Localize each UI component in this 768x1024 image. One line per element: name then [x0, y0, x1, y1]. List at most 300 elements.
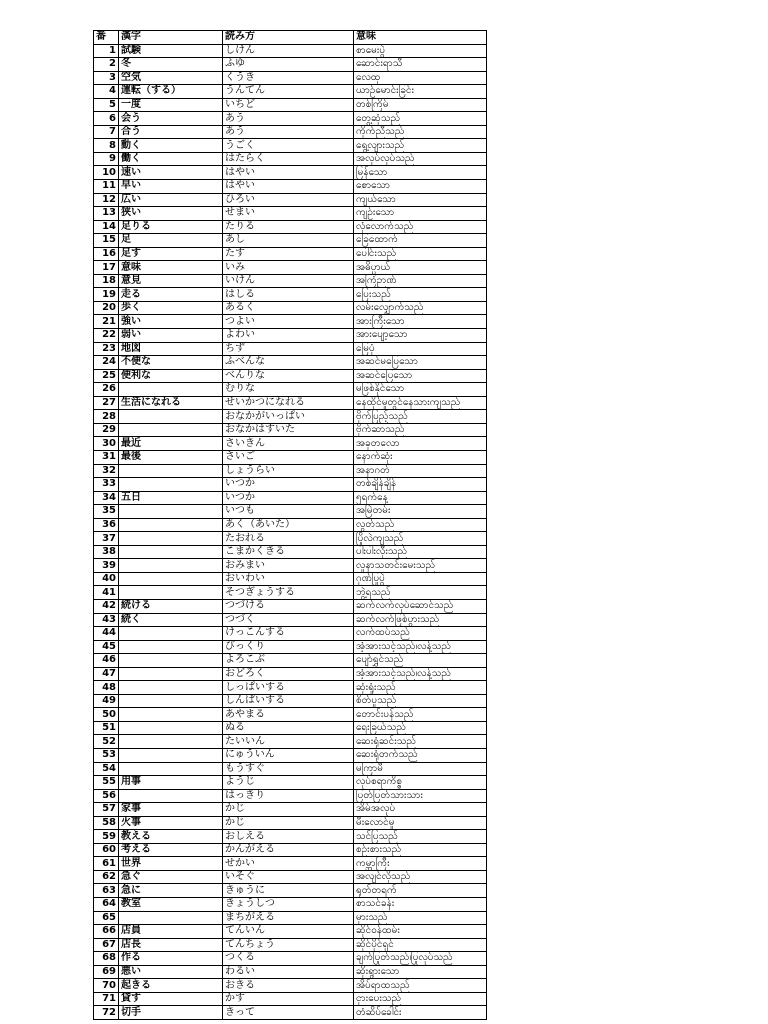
row-number: 13: [94, 207, 119, 221]
row-meaning: အဆင်မပြေသော: [354, 356, 487, 370]
row-number: 16: [94, 247, 119, 261]
row-reading: あし: [223, 234, 354, 248]
row-kanji: 生活になれる: [119, 396, 223, 410]
table-row: [94, 247, 487, 261]
row-number: 40: [94, 572, 119, 586]
row-reading: おしえる: [223, 830, 354, 844]
table-row: [94, 58, 487, 72]
table-row: [94, 613, 487, 627]
row-reading: つづく: [223, 613, 354, 627]
row-reading: たいいん: [223, 735, 354, 749]
row-reading: はしる: [223, 288, 354, 302]
table-row: [94, 545, 487, 559]
row-meaning: လမ်းလျှောက်သည်: [354, 301, 487, 315]
header-number: 番: [94, 31, 119, 45]
table-row: [94, 898, 487, 912]
table-row: [94, 559, 487, 573]
row-kanji: [119, 410, 223, 424]
row-kanji: 教室: [119, 898, 223, 912]
row-reading: つくる: [223, 952, 354, 966]
row-kanji: 広い: [119, 193, 223, 207]
row-reading: つづける: [223, 599, 354, 613]
row-number: 38: [94, 545, 119, 559]
table-row: [94, 396, 487, 410]
table-row: [94, 437, 487, 451]
row-reading: さいご: [223, 450, 354, 464]
row-number: 24: [94, 356, 119, 370]
row-meaning: ရေးခြယ်သည်: [354, 721, 487, 735]
row-meaning: ပါးပါးလှီးသည်: [354, 545, 487, 559]
row-number: 3: [94, 71, 119, 85]
row-reading: あく（あいた）: [223, 518, 354, 532]
row-reading: さいきん: [223, 437, 354, 451]
table-row: [94, 274, 487, 288]
row-meaning: တောင်းပန်သည်: [354, 708, 487, 722]
row-meaning: ပျော်ရွှင်သည်: [354, 654, 487, 668]
row-number: 6: [94, 112, 119, 126]
row-number: 54: [94, 762, 119, 776]
row-meaning: လုံလောက်သည်: [354, 220, 487, 234]
row-meaning: အမြဲတမ်း: [354, 505, 487, 519]
row-number: 30: [94, 437, 119, 451]
row-meaning: အံ့အားသင့်သည်၊လန့်သည်: [354, 640, 487, 654]
table-row: [94, 599, 487, 613]
row-meaning: လေထု: [354, 71, 487, 85]
table-row: [94, 369, 487, 383]
row-number: 31: [94, 450, 119, 464]
row-meaning: ပြတ်ပြတ်သားသား: [354, 789, 487, 803]
table-row: [94, 532, 487, 546]
table-row: [94, 938, 487, 952]
row-reading: くうき: [223, 71, 354, 85]
row-kanji: 店長: [119, 938, 223, 952]
row-kanji: [119, 762, 223, 776]
row-kanji: 不便な: [119, 356, 223, 370]
row-number: 14: [94, 220, 119, 234]
row-meaning: စဉ်းစားသည်: [354, 843, 487, 857]
row-kanji: 動く: [119, 139, 223, 153]
row-meaning: ဆုံးရှုံးသည်: [354, 681, 487, 695]
row-reading: しけん: [223, 44, 354, 58]
row-kanji: 意味: [119, 261, 223, 275]
table-row: [94, 979, 487, 993]
row-meaning: တစ်ချိန်ချိန်: [354, 478, 487, 492]
row-reading: おなかはすいた: [223, 423, 354, 437]
row-kanji: 最後: [119, 450, 223, 464]
table-row: [94, 261, 487, 275]
row-reading: せいかつになれる: [223, 396, 354, 410]
row-reading: しんぱいする: [223, 694, 354, 708]
table-row: [94, 952, 487, 966]
table-row: [94, 518, 487, 532]
row-meaning: ဂုဏ်ပြုပွဲ: [354, 572, 487, 586]
row-meaning: ဗိုက်ပြည့်သည်: [354, 410, 487, 424]
row-kanji: [119, 383, 223, 397]
row-meaning: လွတ်သည်: [354, 518, 487, 532]
header-reading: 読み方: [223, 31, 354, 45]
row-number: 2: [94, 58, 119, 72]
row-kanji: 貸す: [119, 992, 223, 1006]
row-meaning: အိမ်အလုပ်: [354, 803, 487, 817]
row-kanji: 家事: [119, 803, 223, 817]
row-reading: まちがえる: [223, 911, 354, 925]
row-reading: よわい: [223, 329, 354, 343]
row-reading: あるく: [223, 301, 354, 315]
row-meaning: သင်ပြသည်: [354, 830, 487, 844]
row-number: 41: [94, 586, 119, 600]
row-meaning: ဆိုးရွားသော: [354, 965, 487, 979]
row-meaning: စောသော: [354, 180, 487, 194]
row-kanji: 急ぐ: [119, 870, 223, 884]
row-kanji: 一度: [119, 98, 223, 112]
row-number: 60: [94, 843, 119, 857]
row-reading: せまい: [223, 207, 354, 221]
row-number: 28: [94, 410, 119, 424]
row-number: 8: [94, 139, 119, 153]
row-reading: かす: [223, 992, 354, 1006]
table-row: [94, 586, 487, 600]
row-number: 35: [94, 505, 119, 519]
row-number: 18: [94, 274, 119, 288]
row-kanji: 世界: [119, 857, 223, 871]
table-row: [94, 342, 487, 356]
row-number: 47: [94, 667, 119, 681]
row-number: 57: [94, 803, 119, 817]
table-row: [94, 830, 487, 844]
table-row: [94, 193, 487, 207]
row-number: 65: [94, 911, 119, 925]
row-kanji: 続ける: [119, 599, 223, 613]
row-meaning: အခုတလော: [354, 437, 487, 451]
row-meaning: ဆက်လက်ဖြစ်ပွားသည်: [354, 613, 487, 627]
table-row: [94, 789, 487, 803]
row-number: 12: [94, 193, 119, 207]
row-number: 29: [94, 423, 119, 437]
table-row: [94, 450, 487, 464]
row-reading: しょうらい: [223, 464, 354, 478]
row-meaning: မဖြစ်နိုင်သော: [354, 383, 487, 397]
table-row: [94, 762, 487, 776]
row-kanji: 切手: [119, 1006, 223, 1020]
table-row: [94, 681, 487, 695]
row-kanji: 続く: [119, 613, 223, 627]
row-number: 66: [94, 925, 119, 939]
row-meaning: အိပ်ရာထသည်: [354, 979, 487, 993]
row-meaning: အလုပ်လုပ်သည်: [354, 152, 487, 166]
row-number: 59: [94, 830, 119, 844]
row-number: 33: [94, 478, 119, 492]
row-reading: べんりな: [223, 369, 354, 383]
table-row: [94, 464, 487, 478]
row-number: 42: [94, 599, 119, 613]
table-row: [94, 640, 487, 654]
row-meaning: စိတ်ပူသည်: [354, 694, 487, 708]
row-meaning: ဆိုင်ဝန်ထမ်း: [354, 925, 487, 939]
table-row: [94, 478, 487, 492]
row-reading: はやい: [223, 166, 354, 180]
row-number: 55: [94, 776, 119, 790]
row-number: 15: [94, 234, 119, 248]
row-meaning: ၅ရက်နေ့: [354, 491, 487, 505]
row-kanji: [119, 654, 223, 668]
row-meaning: ခြေထောက်: [354, 234, 487, 248]
row-kanji: [119, 708, 223, 722]
row-kanji: 早い: [119, 180, 223, 194]
row-kanji: 起きる: [119, 979, 223, 993]
row-reading: きゅうに: [223, 884, 354, 898]
row-reading: きって: [223, 1006, 354, 1020]
row-meaning: နောက်ဆုံး: [354, 450, 487, 464]
table-row: [94, 843, 487, 857]
row-kanji: 作る: [119, 952, 223, 966]
row-number: 19: [94, 288, 119, 302]
row-number: 21: [94, 315, 119, 329]
row-meaning: မှားသည်: [354, 911, 487, 925]
table-row: [94, 721, 487, 735]
table-row: [94, 166, 487, 180]
row-reading: びっくり: [223, 640, 354, 654]
row-kanji: 走る: [119, 288, 223, 302]
row-meaning: ကျယ်သော: [354, 193, 487, 207]
table-row: [94, 125, 487, 139]
row-reading: かじ: [223, 803, 354, 817]
row-meaning: ငှားပေးသည်: [354, 992, 487, 1006]
row-reading: ようじ: [223, 776, 354, 790]
row-kanji: [119, 423, 223, 437]
header-kanji: 漢字: [119, 31, 223, 45]
table-row: [94, 1006, 487, 1020]
vocabulary-table: [93, 30, 487, 1020]
row-meaning: ရုတ်တရက်: [354, 884, 487, 898]
row-reading: いつか: [223, 491, 354, 505]
row-meaning: ကျဉ်းသော: [354, 207, 487, 221]
row-reading: いそぐ: [223, 870, 354, 884]
table-row: [94, 505, 487, 519]
row-number: 45: [94, 640, 119, 654]
row-kanji: [119, 681, 223, 695]
row-meaning: ဆေးရုံတက်သည်: [354, 748, 487, 762]
table-row: [94, 139, 487, 153]
row-kanji: 働く: [119, 152, 223, 166]
row-reading: しっぱいする: [223, 681, 354, 695]
row-kanji: 空気: [119, 71, 223, 85]
row-kanji: [119, 911, 223, 925]
header-row: [94, 31, 487, 45]
row-kanji: 意見: [119, 274, 223, 288]
row-kanji: 強い: [119, 315, 223, 329]
row-reading: ふゆ: [223, 58, 354, 72]
row-reading: せかい: [223, 857, 354, 871]
row-meaning: ဆောင်းရာသီ: [354, 58, 487, 72]
row-meaning: တွေ့ဆုံသည်: [354, 112, 487, 126]
row-reading: おみまい: [223, 559, 354, 573]
table-row: [94, 410, 487, 424]
row-reading: いけん: [223, 274, 354, 288]
row-meaning: တံဆိပ်ခေါင်း: [354, 1006, 487, 1020]
table-row: [94, 44, 487, 58]
row-number: 56: [94, 789, 119, 803]
row-reading: ぬる: [223, 721, 354, 735]
row-kanji: 狭い: [119, 207, 223, 221]
row-reading: はたらく: [223, 152, 354, 166]
row-kanji: 最近: [119, 437, 223, 451]
row-meaning: အားပျော့သော: [354, 329, 487, 343]
row-number: 53: [94, 748, 119, 762]
row-reading: おなかがいっぱい: [223, 410, 354, 424]
row-number: 17: [94, 261, 119, 275]
row-kanji: 足: [119, 234, 223, 248]
row-reading: そつぎょうする: [223, 586, 354, 600]
row-number: 5: [94, 98, 119, 112]
row-kanji: [119, 721, 223, 735]
row-meaning: ကမ္ဘာကြီး: [354, 857, 487, 871]
row-reading: いみ: [223, 261, 354, 275]
row-kanji: [119, 559, 223, 573]
row-meaning: ချက်ပြုတ်သည်၊ပြုလုပ်သည်: [354, 952, 487, 966]
table-row: [94, 98, 487, 112]
row-kanji: 五日: [119, 491, 223, 505]
row-number: 27: [94, 396, 119, 410]
row-reading: たす: [223, 247, 354, 261]
table-row: [94, 627, 487, 641]
row-reading: ひろい: [223, 193, 354, 207]
table-row: [94, 816, 487, 830]
table-row: [94, 803, 487, 817]
row-kanji: [119, 532, 223, 546]
row-kanji: 用事: [119, 776, 223, 790]
row-reading: こまかくきる: [223, 545, 354, 559]
table-row: [94, 301, 487, 315]
table-row: [94, 654, 487, 668]
row-meaning: ဘွဲ့ရသည်: [354, 586, 487, 600]
header-meaning: 意味: [354, 31, 487, 45]
row-meaning: ဆိုင်ပိုင်ရှင်: [354, 938, 487, 952]
row-number: 39: [94, 559, 119, 573]
row-number: 37: [94, 532, 119, 546]
row-meaning: မြေပုံ: [354, 342, 487, 356]
table-body: [94, 44, 487, 1019]
table-row: [94, 207, 487, 221]
row-number: 50: [94, 708, 119, 722]
row-kanji: 地図: [119, 342, 223, 356]
row-reading: わるい: [223, 965, 354, 979]
row-number: 1: [94, 44, 119, 58]
row-meaning: မကြာမီ: [354, 762, 487, 776]
row-meaning: လူနာသတင်းမေးသည်: [354, 559, 487, 573]
row-number: 72: [94, 1006, 119, 1020]
table-row: [94, 870, 487, 884]
row-number: 10: [94, 166, 119, 180]
table-row: [94, 329, 487, 343]
row-reading: むりな: [223, 383, 354, 397]
row-kanji: 店員: [119, 925, 223, 939]
row-kanji: [119, 505, 223, 519]
row-number: 62: [94, 870, 119, 884]
row-number: 71: [94, 992, 119, 1006]
table-row: [94, 708, 487, 722]
row-meaning: အကြံဉာဏ်: [354, 274, 487, 288]
row-kanji: [119, 627, 223, 641]
row-kanji: [119, 518, 223, 532]
row-kanji: 考える: [119, 843, 223, 857]
row-reading: おどろく: [223, 667, 354, 681]
table-row: [94, 491, 487, 505]
row-kanji: 弱い: [119, 329, 223, 343]
row-kanji: 足りる: [119, 220, 223, 234]
row-kanji: 合う: [119, 125, 223, 139]
row-number: 36: [94, 518, 119, 532]
row-kanji: 冬: [119, 58, 223, 72]
table-row: [94, 694, 487, 708]
row-number: 25: [94, 369, 119, 383]
table-row: [94, 776, 487, 790]
row-reading: かじ: [223, 816, 354, 830]
row-number: 43: [94, 613, 119, 627]
table-row: [94, 992, 487, 1006]
table-row: [94, 180, 487, 194]
row-meaning: လုပ်စရာကိစ္စ: [354, 776, 487, 790]
row-kanji: 歩く: [119, 301, 223, 315]
table-row: [94, 220, 487, 234]
row-number: 69: [94, 965, 119, 979]
row-reading: てんいん: [223, 925, 354, 939]
row-number: 26: [94, 383, 119, 397]
table-row: [94, 356, 487, 370]
row-reading: もうすぐ: [223, 762, 354, 776]
row-number: 34: [94, 491, 119, 505]
row-kanji: [119, 640, 223, 654]
row-kanji: 速い: [119, 166, 223, 180]
row-meaning: ဆက်လက်လုပ်ဆောင်သည်: [354, 599, 487, 613]
row-reading: にゅういん: [223, 748, 354, 762]
row-meaning: လက်ထပ်သည်: [354, 627, 487, 641]
row-kanji: 悪い: [119, 965, 223, 979]
row-kanji: 試験: [119, 44, 223, 58]
row-number: 52: [94, 735, 119, 749]
row-meaning: အနာဂတ်: [354, 464, 487, 478]
row-number: 61: [94, 857, 119, 871]
row-meaning: အားကြီးသော: [354, 315, 487, 329]
row-reading: おいわい: [223, 572, 354, 586]
row-meaning: ပြေးသည်: [354, 288, 487, 302]
row-meaning: အလျင်လိုသည်: [354, 870, 487, 884]
row-reading: いつか: [223, 478, 354, 492]
row-reading: たりる: [223, 220, 354, 234]
row-meaning: စာသင်ခန်း: [354, 898, 487, 912]
table-row: [94, 234, 487, 248]
table-row: [94, 315, 487, 329]
table-row: [94, 748, 487, 762]
row-reading: いちど: [223, 98, 354, 112]
row-number: 23: [94, 342, 119, 356]
row-reading: きょうしつ: [223, 898, 354, 912]
row-number: 67: [94, 938, 119, 952]
table-row: [94, 423, 487, 437]
row-number: 44: [94, 627, 119, 641]
row-kanji: [119, 667, 223, 681]
row-number: 70: [94, 979, 119, 993]
row-number: 68: [94, 952, 119, 966]
row-reading: つよい: [223, 315, 354, 329]
row-kanji: [119, 545, 223, 559]
row-meaning: ကိုက်ညီသည်: [354, 125, 487, 139]
row-number: 63: [94, 884, 119, 898]
row-reading: あやまる: [223, 708, 354, 722]
row-kanji: [119, 572, 223, 586]
row-meaning: ယာဉ်မောင်းခြင်း: [354, 85, 487, 99]
row-reading: ふべんな: [223, 356, 354, 370]
row-kanji: [119, 735, 223, 749]
